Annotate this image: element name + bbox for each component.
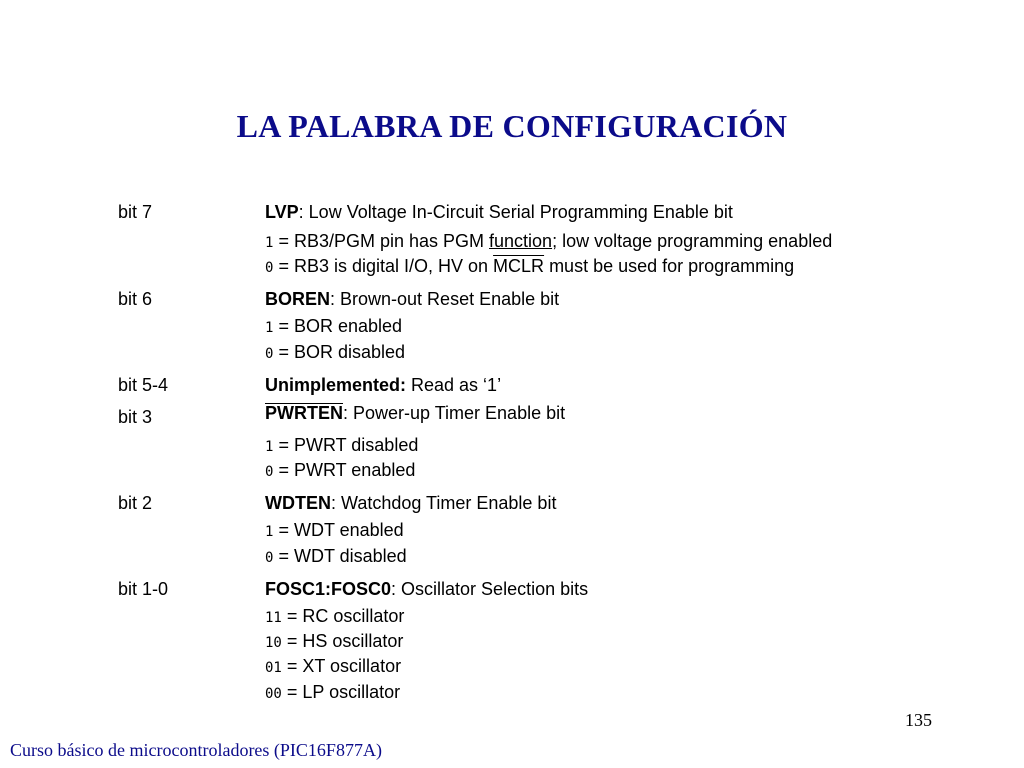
bit-heading [265,375,501,396]
option-code: 1 [265,235,274,251]
bit-option [265,682,400,703]
option-code: 1 [265,524,274,540]
bit-option [265,231,832,252]
bit-name: BOREN [265,289,331,309]
footer-course-title: Curso básico de microcontroladores (PIC16F877A) [10,740,382,760]
option-code: 0 [265,464,274,480]
bit-label: bit 6 [118,289,153,309]
option-text: = WDT disabled [273,546,407,566]
bit-heading [265,579,588,600]
bit-name: FOSC1:FOSC0 [265,579,392,599]
bit-option [265,460,415,481]
page-number: 135 [905,710,932,730]
bit-name: LVP [265,202,299,222]
bit-heading [265,289,559,310]
option-code: 10 [265,635,282,651]
option-text: = BOR enabled [273,316,403,336]
bit-heading [265,493,556,514]
bit-label: bit 1-0 [118,579,169,599]
option-text: ; low voltage programming enabled [552,231,833,251]
bit-option [265,656,401,677]
bit-label: bit 5-4 [118,375,169,395]
option-text-overlined: MCLR [493,256,545,276]
option-code: 1 [265,320,274,336]
option-text-underlined: function [489,231,553,251]
option-code: 01 [265,660,282,676]
bit-description: : Oscillator Selection bits [391,579,589,599]
bit-label: bit 2 [118,493,153,513]
bit-option [265,520,404,541]
option-text: = PWRT disabled [273,435,419,455]
bit-heading [265,202,733,223]
slide-title: LA PALABRA DE CONFIGURACIÓN [236,108,788,144]
bit-heading [265,403,565,424]
option-text: = BOR disabled [273,342,406,362]
bit-option [265,631,403,652]
option-text: = PWRT enabled [273,460,416,480]
option-code: 0 [265,550,274,566]
option-text: = LP oscillator [281,682,401,702]
option-code: 11 [265,610,282,626]
bit-name: PWRTEN [265,403,343,423]
bit-option [265,342,405,363]
option-code: 0 [265,260,274,276]
bit-description: : Low Voltage In-Circuit Serial Programming Enable bit [298,202,733,222]
option-text: = RC oscillator [281,606,405,626]
option-text: = RB3 is digital I/O, HV on [273,256,494,276]
option-text: must be used for programming [544,256,795,276]
bit-name: WDTEN [265,493,331,513]
option-code: 00 [265,686,282,702]
bit-description: : Watchdog Timer Enable bit [331,493,557,513]
bit-option [265,256,794,277]
option-text: = XT oscillator [281,656,402,676]
bit-description: Read as ‘1’ [406,375,502,395]
option-text: = HS oscillator [281,631,404,651]
bit-option [265,435,418,456]
option-code: 1 [265,439,274,455]
option-code: 0 [265,346,274,362]
bit-description: : Brown-out Reset Enable bit [330,289,560,309]
option-text: = WDT enabled [273,520,404,540]
bit-description: : Power-up Timer Enable bit [343,403,566,423]
bit-option [265,316,402,337]
bit-option [265,546,407,567]
bit-option [265,606,404,627]
bit-label: bit 3 [118,407,153,427]
bit-name: Unimplemented: [265,375,407,395]
bit-label: bit 7 [118,202,153,222]
option-text: = RB3/PGM pin has PGM [273,231,490,251]
